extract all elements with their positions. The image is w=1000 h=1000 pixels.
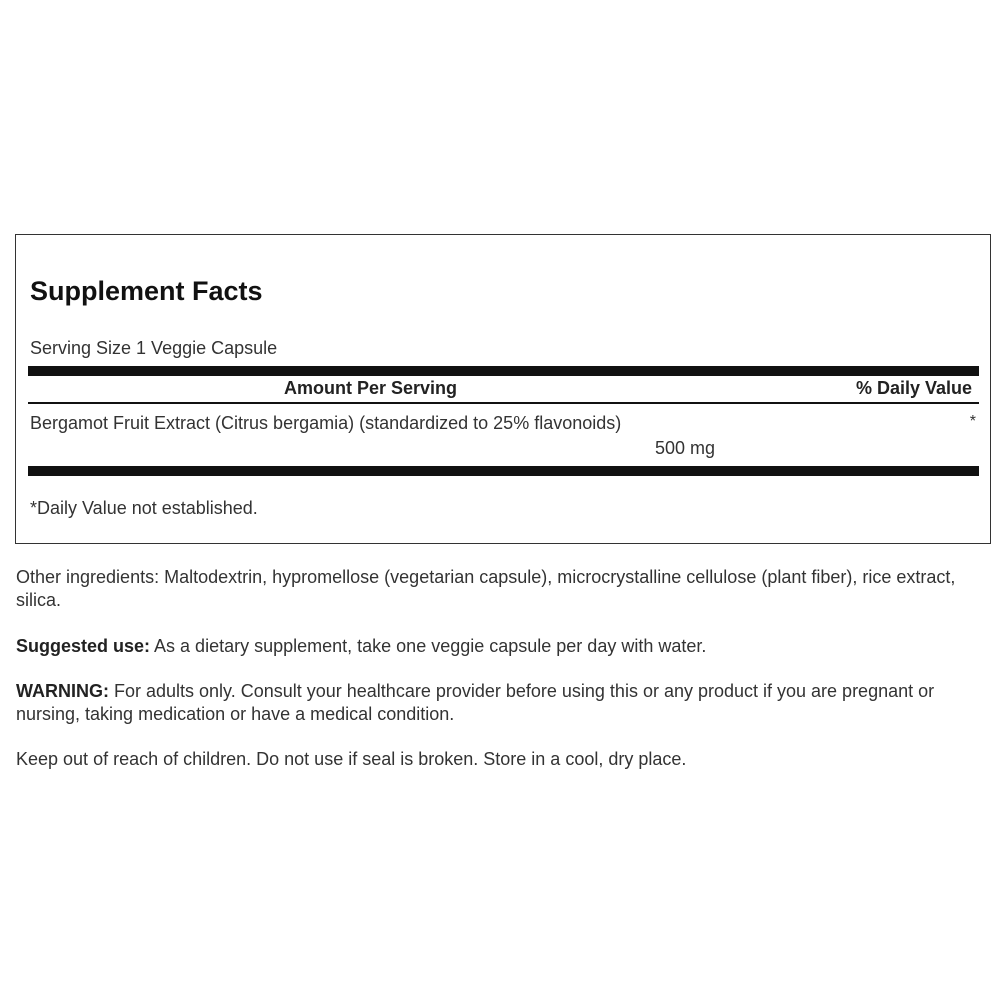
suggested-use-text: As a dietary supplement, take one veggie capsule per day with water. [150, 636, 707, 656]
thick-divider-top [28, 366, 979, 376]
ingredient-daily-value: * [969, 413, 976, 430]
ingredient-amount: 500 mg [655, 438, 716, 458]
serving-size: Serving Size 1 Veggie Capsule [30, 338, 278, 358]
thin-divider [28, 402, 979, 404]
storage-instructions: Keep out of reach of children. Do not use if seal is broken. Store in a cool, dry place. [16, 749, 687, 769]
warning-text: For adults only. Consult your healthcare provider before using this or any product if you are pregnant or nursing, taking medication or have a medical condition. [16, 681, 935, 724]
suggested-use [16, 635, 984, 658]
daily-value-header: % Daily Value [855, 378, 972, 398]
ingredient-name: Bergamot Fruit Extract (Citrus bergamia) (standardized to 25% flavonoids) [30, 413, 622, 433]
facts-title: Supplement Facts [30, 276, 263, 306]
supplement-facts-panel [15, 234, 991, 544]
suggested-use-label: Suggested use: [16, 636, 151, 656]
amount-per-serving-header: Amount Per Serving [284, 378, 458, 398]
thick-divider-bottom [28, 466, 979, 476]
warning [16, 680, 984, 726]
other-ingredients: Other ingredients: Maltodextrin, hypromellose (vegetarian capsule), microcrystalline cellulose (plant fiber), rice extract, silica. [16, 567, 956, 610]
daily-value-footnote: *Daily Value not established. [30, 498, 258, 518]
warning-label: WARNING: [16, 681, 109, 701]
